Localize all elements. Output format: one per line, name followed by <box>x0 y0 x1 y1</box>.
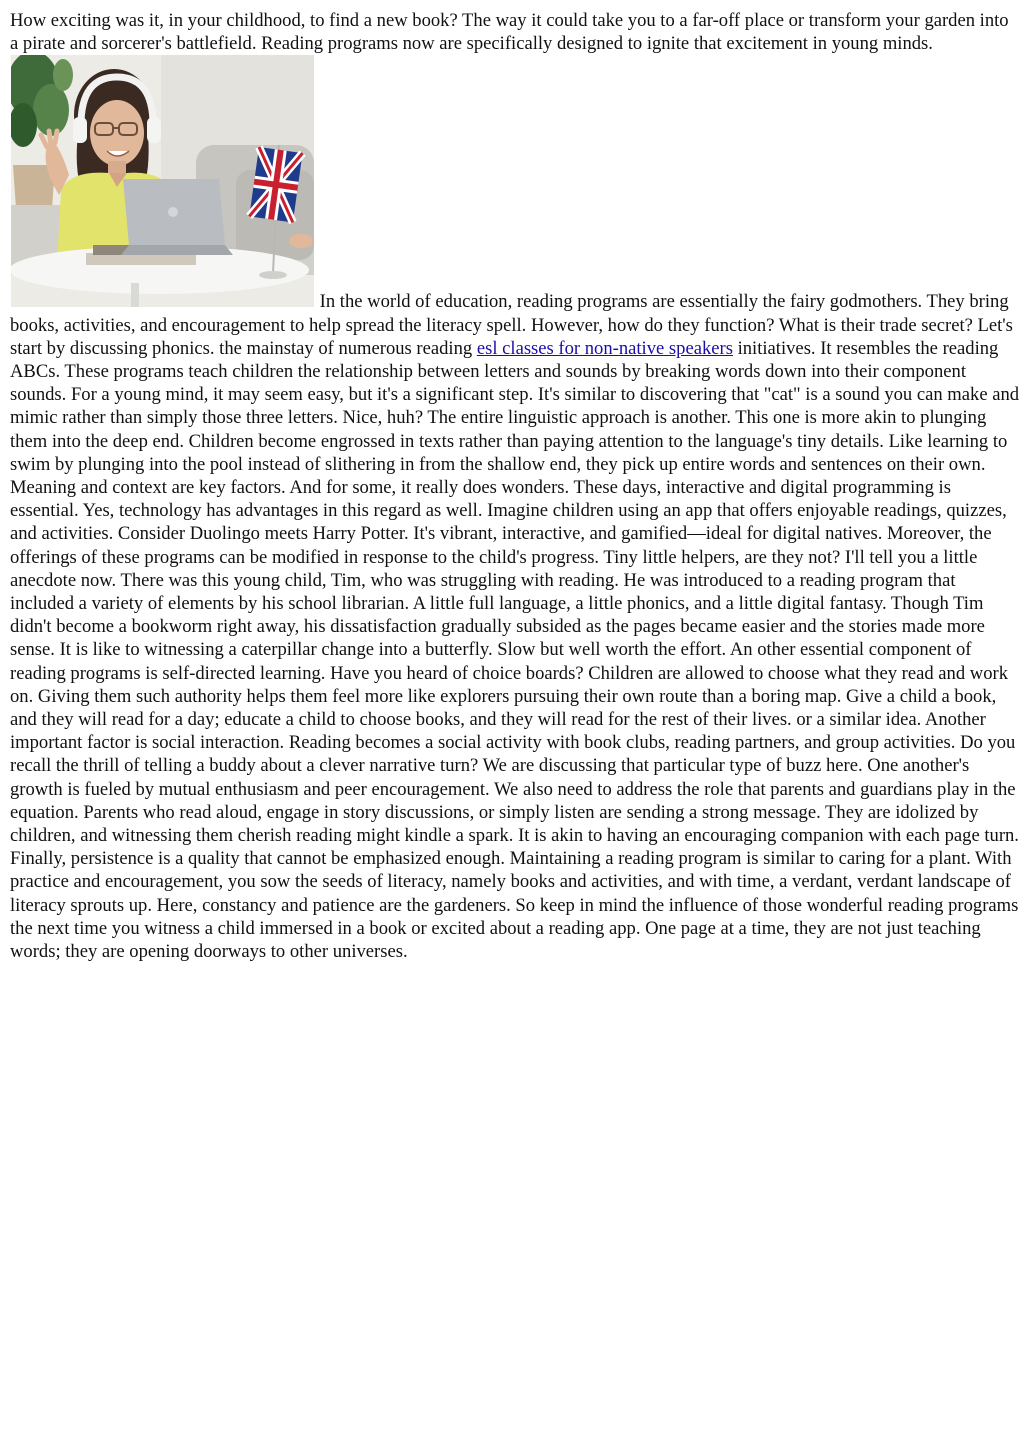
article-text-part-2: initiatives. It resembles the reading ABCs. These programs teach children the relationship between letters and sounds by breaking words down into their component sounds. For a young mind, it may seem easy, but it's a significant step. It's similar to discovering that "cat" is a sound you can make and mimic rather than simply those three letters. Nice, huh? The entire linguistic approach is another. This one is more akin to plunging them into the deep end. Children become engrossed in texts rather than paying attention to the language's tiny details. Like learning to swim by plunging into the pool instead of slithering in from the shallow end, they pick up entire words and sentences on their own. Meaning and context are key factors. And for some, it really does wonders. These days, interactive and digital programming is essential. Yes, technology has advantages in this regard as well. Imagine children using an app that offers enjoyable readings, quizzes, and activities. Consider Duolingo meets Harry Potter. It's vibrant, interactive, and gamified—ideal for digital natives. Moreover, the offerings of these programs can be modified in response to the child's progress. Tiny little helpers, are they not? I'll tell you a little anecdote now. There was this young child, Tim, who was struggling with reading. He was introduced to a reading program that included a variety of elements by his school librarian. A little full language, a little phonics, and a little digital fantasy. Though Tim didn't become a bookworm right away, his dissatisfaction gradually subsided as the pages became easier and the stories made more sense. It is like to witnessing a caterpillar change into a butterfly. Slow but well worth the effort. An other essential component of reading programs is self-directed learning. Have you heard of choice boards? Children are allowed to choose what they read and work on. Giving them such authority helps them feel more like explorers pursuing their own route than a boring map. Give a child a book, and they will read for a day; educate a child to choose books, and they will read for the rest of their lives. or a similar idea. Another important factor is social interaction. Reading becomes a social activity with book clubs, reading partners, and group activities. Do you recall the thrill of telling a buddy about a clever narrative turn? We are discussing that particular type of buzz here. One another's growth is fueled by mutual enthusiasm and peer encouragement. We also need to address the role that parents and guardians play in the equation. Parents who read aloud, engage in story discussions, or simply listen are sending a strong message. They are idolized by children, and witnessing them cherish reading might kindle a spark. It is akin to having an encouraging companion with each page turn. Finally, persistence is a quality that cannot be emphasized enough. Maintaining a reading program is similar to caring for a plant. With practice and encouragement, you sow the seeds of literacy, namely books and activities, and with time, a verdant, verdant landscape of literacy sprouts up. Here, constancy and patience are the gardeners. So keep in mind the influence of those wonderful reading programs the next time you witness a child immersed in a book or excited about a reading app. One page at a time, they are not just teaching words; they are opening doorways to other universes. <box>10 337 1020 963</box>
article-intro-text: How exciting was it, in your childhood, to find a new book? The way it could take you to a far-off place or transform your garden into a pirate and sorcerer's battlefield. Reading programs now are specifically designed to ignite that excitement in young minds. <box>10 10 1009 55</box>
woman-laptop-flag-photo <box>11 55 314 307</box>
article-text-part-1: In the world of education, reading programs are essentially the fairy godmothers. They bring books, activities, and encouragement to help spread the literacy spell. However, how do they function? What is their trade secret? Let's start by discussing phonics. the mainstay of numerous reading <box>10 291 1013 359</box>
photo-woman-laptop-uk-flag-icon <box>11 55 314 307</box>
esl-classes-link[interactable]: esl classes for non-native speakers <box>476 337 733 359</box>
article-body <box>10 9 1020 963</box>
